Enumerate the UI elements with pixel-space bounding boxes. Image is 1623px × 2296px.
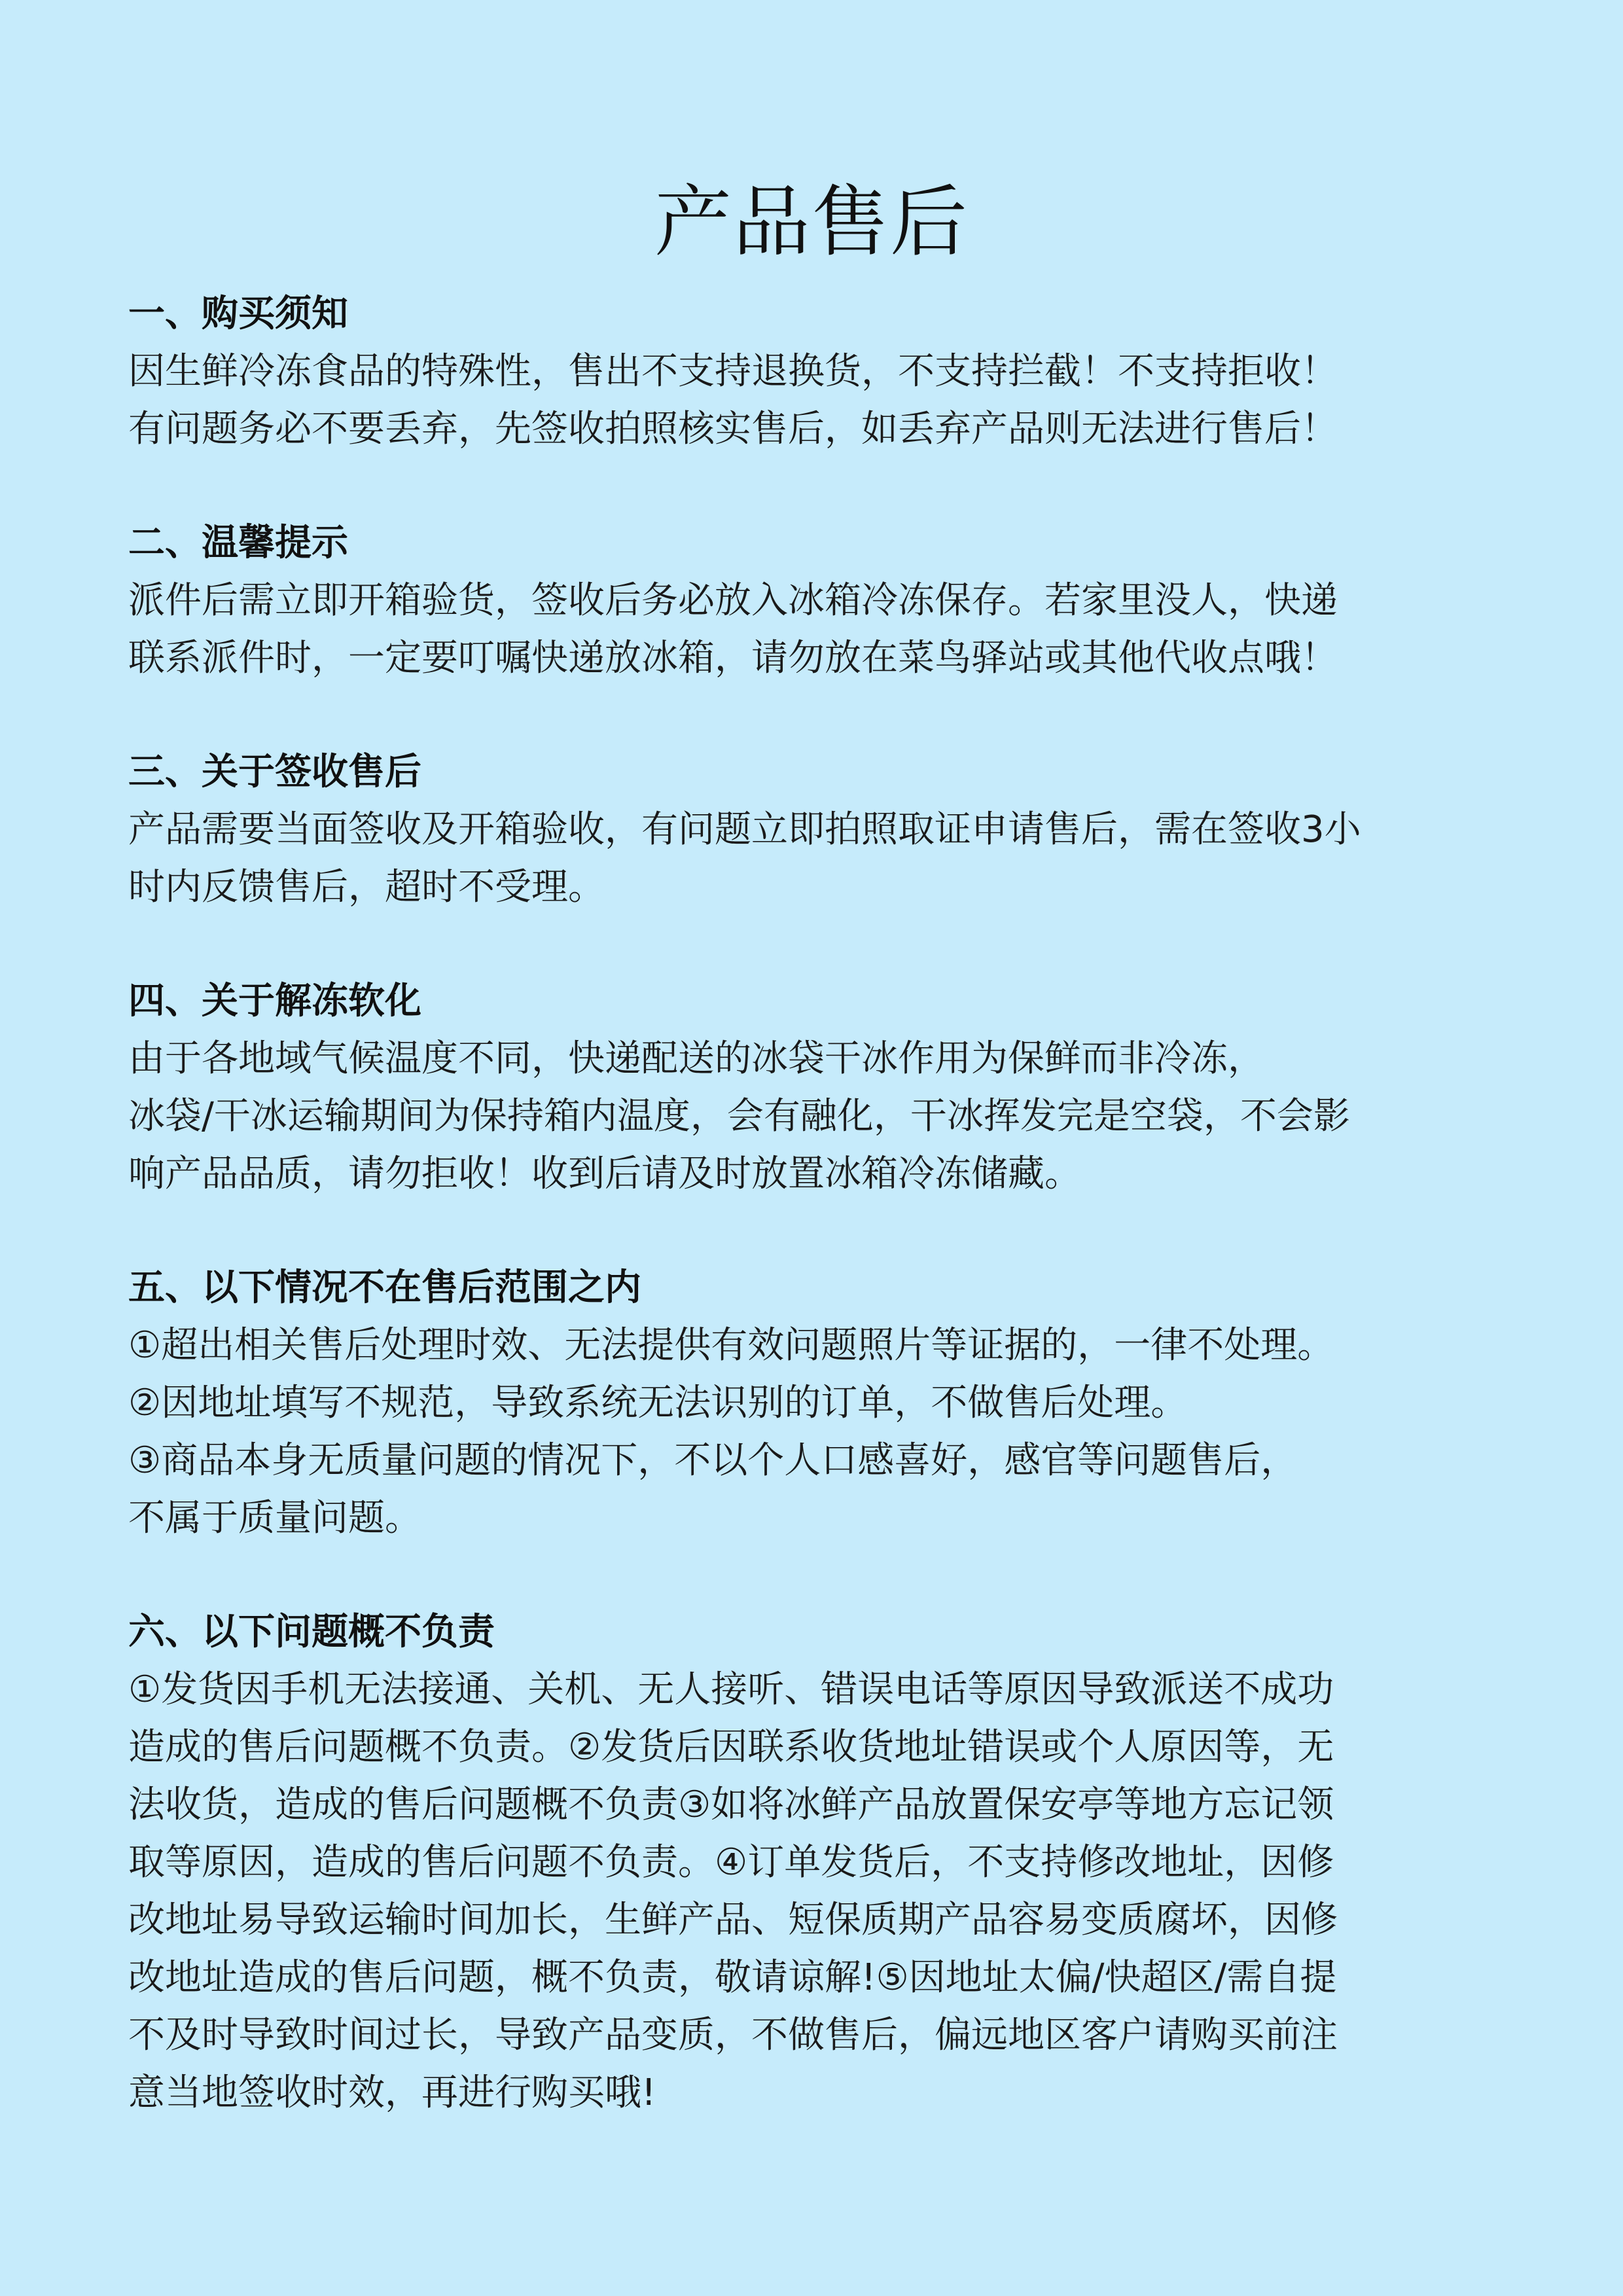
section-line: 不及时导致时间过长，导致产品变质，不做售后，偏远地区客户请购买前注 (128, 2014, 1338, 2056)
section-line: 派件后需立即开箱验货，签收后务必放入冰箱冷冻保存。若家里没人，快递 (128, 579, 1338, 622)
section-warm-tips (128, 514, 1568, 687)
section-line: 改地址造成的售后问题，概不负责，敬请谅解!⑤因地址太偏/快超区/需自提 (128, 1956, 1337, 1999)
section-purchase-notice (128, 285, 1568, 458)
section-heading: 六、以下问题概不负责 (128, 1611, 495, 1653)
section-line: 联系派件时，一定要叮嘱快递放冰箱，请勿放在菜鸟驿站或其他代收点哦！ (128, 637, 1338, 679)
section-line: 不属于质量问题。 (128, 1497, 421, 1539)
section-heading: 二、温馨提示 (128, 522, 348, 564)
section-line: 法收货，造成的售后问题概不负责③如将冰鲜产品放置保安亭等地方忘记领 (128, 1784, 1334, 1826)
section-line: 产品需要当面签收及开箱验收，有问题立即拍照取证申请售后，需在签收3小 (128, 808, 1361, 851)
section-line: 有问题务必不要丢弃，先签收拍照核实售后，如丢弃产品则无法进行售后！ (128, 408, 1338, 450)
page-title: 产品售后 (654, 177, 969, 268)
section-line: 取等原因，造成的售后问题不负责。④订单发货后，不支持修改地址，因修 (128, 1841, 1334, 1884)
section-heading: 一、购买须知 (128, 293, 348, 335)
section-line: ①超出相关售后处理时效、无法提供有效问题照片等证据的，一律不处理。 (128, 1324, 1334, 1367)
section-thawing (128, 973, 1568, 1203)
sections-container (128, 285, 1568, 2178)
section-line: 意当地签收时效，再进行购买哦! (128, 2072, 656, 2114)
section-line: 冰袋/干冰运输期间为保持箱内温度，会有融化，干冰挥发完是空袋，不会影 (128, 1095, 1350, 1138)
section-not-responsible (128, 1604, 1568, 2122)
section-heading: 五、以下情况不在售后范围之内 (128, 1266, 641, 1309)
section-line: 时内反馈售后，超时不受理。 (128, 866, 605, 908)
section-line: 响产品品质，请勿拒收！收到后请及时放置冰箱冷冻储藏。 (128, 1153, 1081, 1195)
section-line: 造成的售后问题概不负责。②发货后因联系收货地址错误或个人原因等，无 (128, 1726, 1334, 1768)
section-line: ②因地址填写不规范，导致系统无法识别的订单，不做售后处理。 (128, 1382, 1188, 1424)
section-signing-after-sales (128, 744, 1568, 916)
section-line: 由于各地域气候温度不同，快递配送的冰袋干冰作用为保鲜而非冷冻， (128, 1037, 1264, 1080)
section-line: ①发货因手机无法接通、关机、无人接听、错误电话等原因导致派送不成功 (128, 1668, 1334, 1711)
section-line: 改地址易导致运输时间加长，生鲜产品、短保质期产品容易变质腐坏，因修 (128, 1899, 1338, 1941)
section-heading: 四、关于解冻软化 (128, 980, 421, 1022)
section-line: ③商品本身无质量问题的情况下，不以个人口感喜好，感官等问题售后， (128, 1439, 1298, 1482)
section-excluded-cases (128, 1259, 1568, 1547)
section-line: 因生鲜冷冻食品的特殊性，售出不支持退换货，不支持拦截！不支持拒收！ (128, 350, 1338, 393)
section-heading: 三、关于签收售后 (128, 751, 421, 793)
